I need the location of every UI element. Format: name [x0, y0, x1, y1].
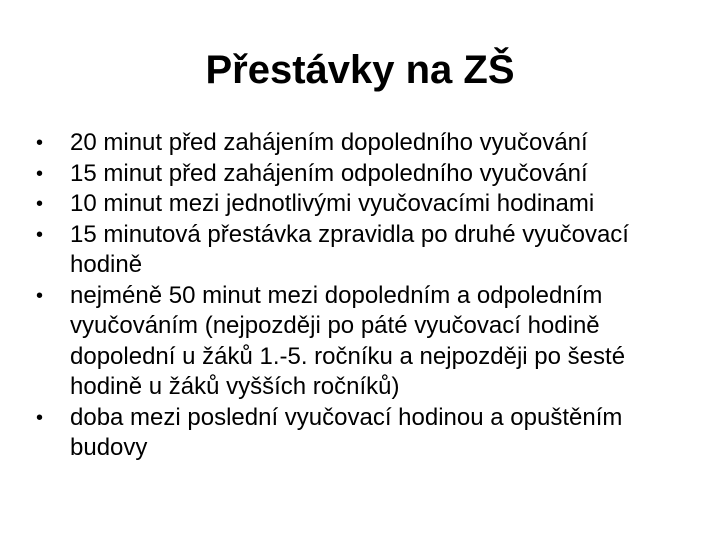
slide-title: Přestávky na ZŠ	[205, 48, 515, 92]
bullet-icon: •	[36, 162, 44, 185]
bullet-item	[36, 281, 686, 403]
bullet-item	[36, 159, 686, 190]
bullet-icon: •	[36, 284, 44, 307]
bullet-icon: •	[36, 406, 44, 429]
bullet-icon: •	[36, 223, 44, 246]
bullet-text: nejméně 50 minut mezi dopoledním a odpoledním vyučováním (nejpozději po páté vyučovací hodině dopolední u žáků 1.-5. ročníku a nejpozději po šesté hodině u žáků vyšších ročníků)	[70, 281, 626, 400]
bullet-item	[36, 220, 686, 281]
bullet-item	[36, 403, 686, 464]
bullet-text: 10 minut mezi jednotlivými vyučovacími hodinami	[70, 190, 595, 217]
bullet-text: doba mezi poslední vyučovací hodinou a opuštěním budovy	[70, 403, 623, 461]
bullet-icon: •	[36, 132, 44, 154]
bullet-text: 15 minutová přestávka zpravidla po druhé vyučovací hodině	[70, 220, 629, 278]
bullet-list	[36, 128, 686, 464]
bullet-item	[36, 189, 686, 220]
bullet-text: 15 minut před zahájením odpoledního vyučování	[70, 159, 588, 187]
bullet-item	[36, 128, 686, 159]
bullet-icon: •	[36, 193, 44, 215]
bullet-text: 20 minut před zahájením dopoledního vyučování	[70, 129, 588, 156]
